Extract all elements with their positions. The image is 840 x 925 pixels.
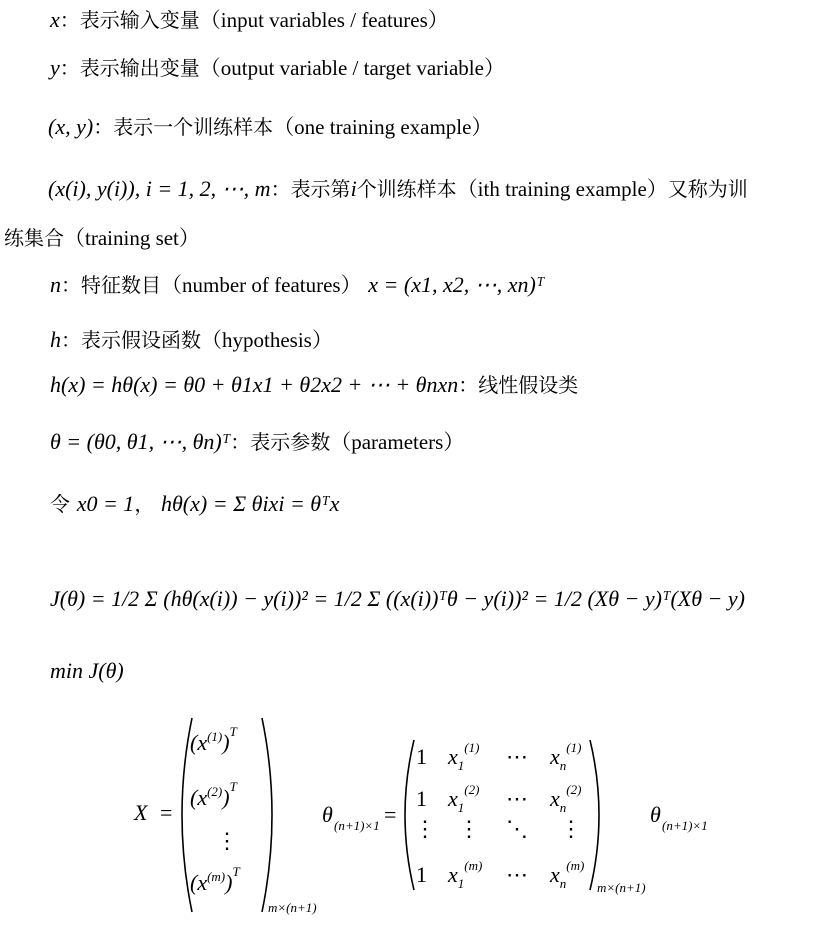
n-definition: n：特征数目（number of features） x = (x1, x2, ⋯, xn)ᵀ — [50, 272, 545, 297]
equals-sign-2: = — [384, 802, 397, 827]
matrix-cell: $x_n^{(m)}$ — [550, 858, 585, 891]
matrix-cell: $x_n^{(2)}$ — [550, 782, 582, 815]
hypothesis-sum-formula: hθ(x) = Σ θixi = θᵀx — [161, 491, 340, 516]
matrix-cell: 1 — [416, 786, 427, 811]
theta-vector-formula: θ = (θ0, θ1, ⋯, θn)ᵀ — [50, 429, 231, 454]
theta-symbol-2: θ — [650, 802, 661, 827]
theta-dimensions: (n+1)×1 — [334, 818, 380, 833]
matrix-X-symbol: X — [134, 800, 148, 825]
matrix-cell: 1 — [416, 744, 427, 769]
matrix-cell: ⋱ — [506, 816, 528, 841]
x1-transpose: $(x^{(1)})^T$ — [190, 724, 237, 755]
vertical-dots: ⋮ — [216, 828, 238, 853]
xy-symbol: (x, y) — [48, 114, 94, 139]
x-definition: x：表示输入变量（input variables / features） — [50, 7, 449, 32]
training-set-symbol: (x(i), y(i)), i = 1, 2, ⋯, m — [48, 176, 271, 201]
right-paren-2 — [590, 740, 599, 890]
matrix-cell: ⋮ — [560, 816, 582, 841]
cost-function-formula: J(θ) = 1/2 Σ (hθ(x(i)) − y(i))² = 1/2 Σ ((x(i))ᵀθ − y(i))² = 1/2 (Xθ − y)ᵀ(Xθ − y) — [50, 586, 745, 611]
matrix-cell: ⋮ — [414, 816, 436, 841]
xm-transpose: $(x^{(m)})^T$ — [190, 864, 240, 895]
right-paren — [262, 718, 272, 912]
equals-sign: = — [160, 800, 173, 825]
training-set-definition: (x(i), y(i)), i = 1, 2, ⋯, m：表示第i个训练样本（ith training example）又称为训 — [48, 176, 748, 201]
hypothesis-formula: h(x) = hθ(x) = θ0 + θ1x1 + θ2x2 + ⋯ + θnxn — [50, 372, 459, 397]
matrix-cell: ⋯ — [506, 862, 528, 887]
x0-equals-one: x0 = 1 — [76, 491, 135, 516]
hypothesis-formula-line: h(x) = hθ(x) = θ0 + θ1x1 + θ2x2 + ⋯ + θnxn：线性假设类 — [50, 372, 579, 397]
matrix-cell: $x_1^{(2)}$ — [448, 782, 480, 815]
x2-transpose: $(x^{(2)})^T$ — [190, 779, 237, 810]
left-paren-2 — [405, 740, 414, 890]
matrix-cell: $x_1^{(1)}$ — [448, 740, 480, 773]
theta-symbol: θ — [322, 802, 333, 827]
xy-definition: (x, y)：表示一个训练样本（one training example） — [48, 114, 493, 139]
matrix-dimensions: m×(n+1) — [597, 880, 646, 895]
matrix-cell: 1 — [416, 862, 427, 887]
matrix-cell: ⋮ — [458, 816, 480, 841]
y-definition: y：表示输出变量（output variable / target variable） — [50, 55, 505, 80]
X-dimensions: m×(n+1) — [268, 900, 317, 915]
matrix-cell: $x_1^{(m)}$ — [448, 858, 483, 891]
training-set-definition-cont: 练集合（training set） — [4, 226, 200, 250]
x0-line: 令 x0 = 1， hθ(x) = Σ θixi = θᵀx — [50, 491, 340, 516]
theta-definition: θ = (θ0, θ1, ⋯, θn)ᵀ：表示参数（parameters） — [50, 429, 465, 454]
minimize-formula: min J(θ) — [50, 658, 124, 683]
h-definition: h：表示假设函数（hypothesis） — [50, 327, 333, 352]
theta-dimensions-2: (n+1)×1 — [662, 818, 708, 833]
feature-vector-formula: x = (x1, x2, ⋯, xn)ᵀ — [368, 272, 545, 297]
matrix-cell: $x_n^{(1)}$ — [550, 740, 582, 773]
matrix-cell: ⋯ — [506, 744, 528, 769]
matrix-cell: ⋯ — [506, 786, 528, 811]
